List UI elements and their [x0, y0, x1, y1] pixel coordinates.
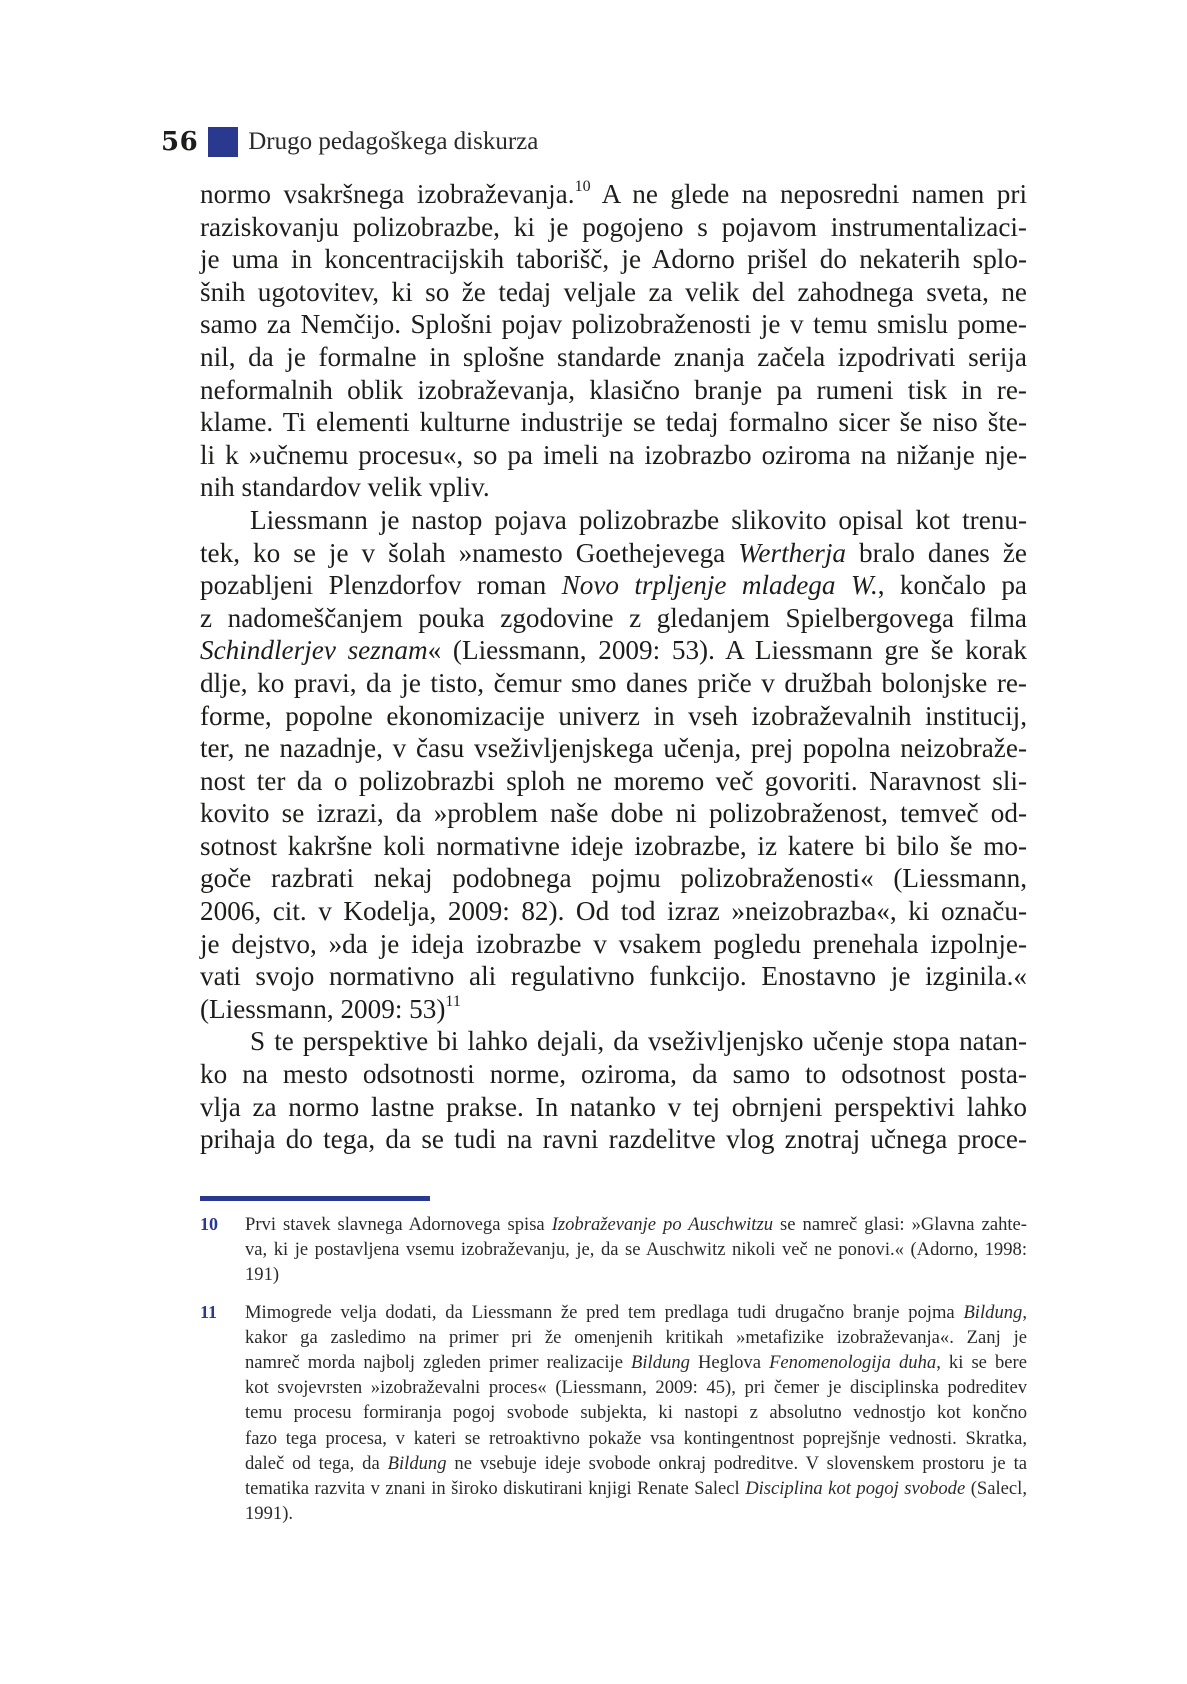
- page-number: 56: [161, 127, 199, 157]
- footnote-ref-10[interactable]: 10: [574, 178, 591, 195]
- text-line: tek, ko se je v šolah »namesto Goethejevega Wertherja bralo danes že: [200, 537, 1027, 568]
- footnote-line: fazo tega procesa, v kateri se retroaktivno pokaže vsa kontingentnost poprejšnje vednosti. Skratka,: [245, 1427, 1027, 1449]
- text-line: nih standardov velik vpliv.: [200, 472, 490, 503]
- text-line: nost ter da o polizobrazbi sploh ne moremo več govoriti. Naravnost sli-: [200, 765, 1027, 796]
- text-line: S te perspektive bi lahko dejali, da vseživljenjsko učenje stopa natan-: [250, 1026, 1027, 1057]
- text-line: sotnost kakršne koli normativne ideje izobrazbe, iz katere bi bilo še mo-: [200, 830, 1027, 861]
- text-line: vlja za normo lastne prakse. In natanko v tej obrnjeni perspektivi lahko: [200, 1091, 1027, 1122]
- text-line: kovito se izrazi, da »problem naše dobe ni polizobraženost, temveč od-: [200, 798, 1027, 829]
- text-line: li k »učnemu procesu«, so pa imeli na izobrazbo oziroma na nižanje nje-: [200, 439, 1027, 470]
- text-line: samo za Nemčijo. Splošni pojav polizobraženosti je v temu smislu pome-: [200, 309, 1027, 340]
- text-line: z nadomeščanjem pouka zgodovine z gledanjem Spielbergovega filma: [200, 602, 1027, 633]
- page-header: [161, 124, 538, 160]
- footnote-line: 1991).: [245, 1503, 294, 1525]
- text-line: normo vsakršnega izobraževanja.$^{10}$ A ne glede na neposredni namen pri: [200, 178, 1027, 209]
- text-line: goče razbrati nekaj podobnega pojmu polizobraženosti« (Liessmann,: [200, 863, 1027, 894]
- text-line: Schindlerjev seznam« (Liessmann, 2009: 53). A Liessmann gre še korak: [200, 635, 1027, 666]
- footnote-line: namreč morda najbolj zgleden primer realizacije Bildung Heglova Fenomenologija duha, ki se bere: [245, 1351, 1027, 1373]
- text-line: je uma in koncentracijskih taborišč, je Adorno prišel do nekaterih splo-: [200, 244, 1027, 275]
- text-line: dlje, ko pravi, da je tisto, čemur smo danes priče v družbah bolonjske re-: [200, 667, 1027, 698]
- text-line: ter, ne nazadnje, v času vseživljenjskega učenja, prej popolna neizobraže-: [200, 733, 1027, 764]
- text-line: forme, popolne ekonomizacije univerz in vseh izobraževalnih institucij,: [200, 700, 1027, 731]
- text-line: nil, da je formalne in splošne standarde znanja začela izpodrivati serija: [200, 341, 1027, 372]
- text-line: raziskovanju polizobrazbe, ki je pogojeno s pojavom instrumentalizaci-: [200, 211, 1027, 242]
- footnote-number: 11: [200, 1301, 218, 1322]
- text-line: prihaja do tega, da se tudi na ravni razdelitve vlog znotraj učnega proce-: [200, 1124, 1027, 1155]
- text-line: (Liessmann, 2009: 53)$^{11}$: [200, 992, 461, 1024]
- footnote-line: va, ki je postavljena vsemu izobraževanju, je, da se Auschwitz nikoli več ne ponovi.« (Adorno, 1998:: [245, 1239, 1027, 1261]
- footnote-number: 10: [200, 1214, 218, 1234]
- footnote-10: [155, 1212, 1027, 1288]
- text-line: klame. Ti elementi kulturne industrije se tedaj formalno sicer še niso šte-: [200, 407, 1027, 438]
- footnote-line: temu procesu formiranja pogoj svobode subjekta, ki nastopi z absolutno vednostjo kot končno: [245, 1402, 1027, 1424]
- footnote-line: tematika razvita v znani in široko diskutirani knjigi Renate Salecl Disciplina kot pogoj svobode (Salecl,: [245, 1477, 1028, 1499]
- main-text: [200, 178, 1027, 1156]
- footnote-line: kot svojevrsten »izobraževalni proces« (Liessmann, 2009: 45), pri čemer je disciplinska podreditev: [245, 1377, 1027, 1399]
- text-line: je dejstvo, »da je ideja izobrazbe v vsakem pogledu prenehala izpolnje-: [200, 928, 1027, 959]
- running-title: Drugo pedagoškega diskurza: [248, 128, 539, 155]
- footnote-ref-11[interactable]: 11: [445, 992, 461, 1010]
- text-line: ko na mesto odsotnosti norme, oziroma, da samo to odsotnost posta-: [200, 1059, 1027, 1090]
- footnote-line: kakor ga zasledimo na primer pri že omenjenih kritikah »metafizike izobraževanja«. Zanj je: [245, 1326, 1027, 1348]
- text-line: šnih ugotovitev, ki so že tedaj veljale za velik del zahodnega sveta, ne: [200, 276, 1027, 307]
- text-line: vati svojo normativno ali regulativno funkcijo. Enostavno je izginila.«: [200, 961, 1027, 992]
- footnote-line: Prvi stavek slavnega Adornovega spisa Izobraževanje po Auschwitzu se namreč glasi: »Glavna zahte-: [245, 1214, 1027, 1235]
- footnote-line: daleč od tega, da Bildung ne vsebuje ideje svobode onkraj podreditve. V slovenskem prostoru je ta: [245, 1452, 1027, 1474]
- header-square-icon: [208, 127, 238, 157]
- footnote-divider: [200, 1196, 430, 1201]
- text-line: Liessmann je nastop pojava polizobrazbe slikovito opisal kot trenu-: [250, 504, 1027, 535]
- text-line: neformalnih oblik izobraževanja, klasično branje pa rumeni tisk in re-: [200, 374, 1027, 405]
- footnotes: [155, 1212, 1027, 1538]
- footnote-line: Mimogrede velja dodati, da Liessmann že pred tem predlaga tudi drugačno branje pojma Bildung,: [245, 1301, 1027, 1323]
- text-line: 2006, cit. v Kodelja, 2009: 82). Od tod izraz »neizobrazba«, ki označu-: [200, 896, 1027, 927]
- footnote-line: 191): [245, 1264, 280, 1286]
- text-line: pozabljeni Plenzdorfov roman Novo trpljenje mladega W., končalo pa: [200, 570, 1028, 601]
- footnote-11: [155, 1300, 1027, 1527]
